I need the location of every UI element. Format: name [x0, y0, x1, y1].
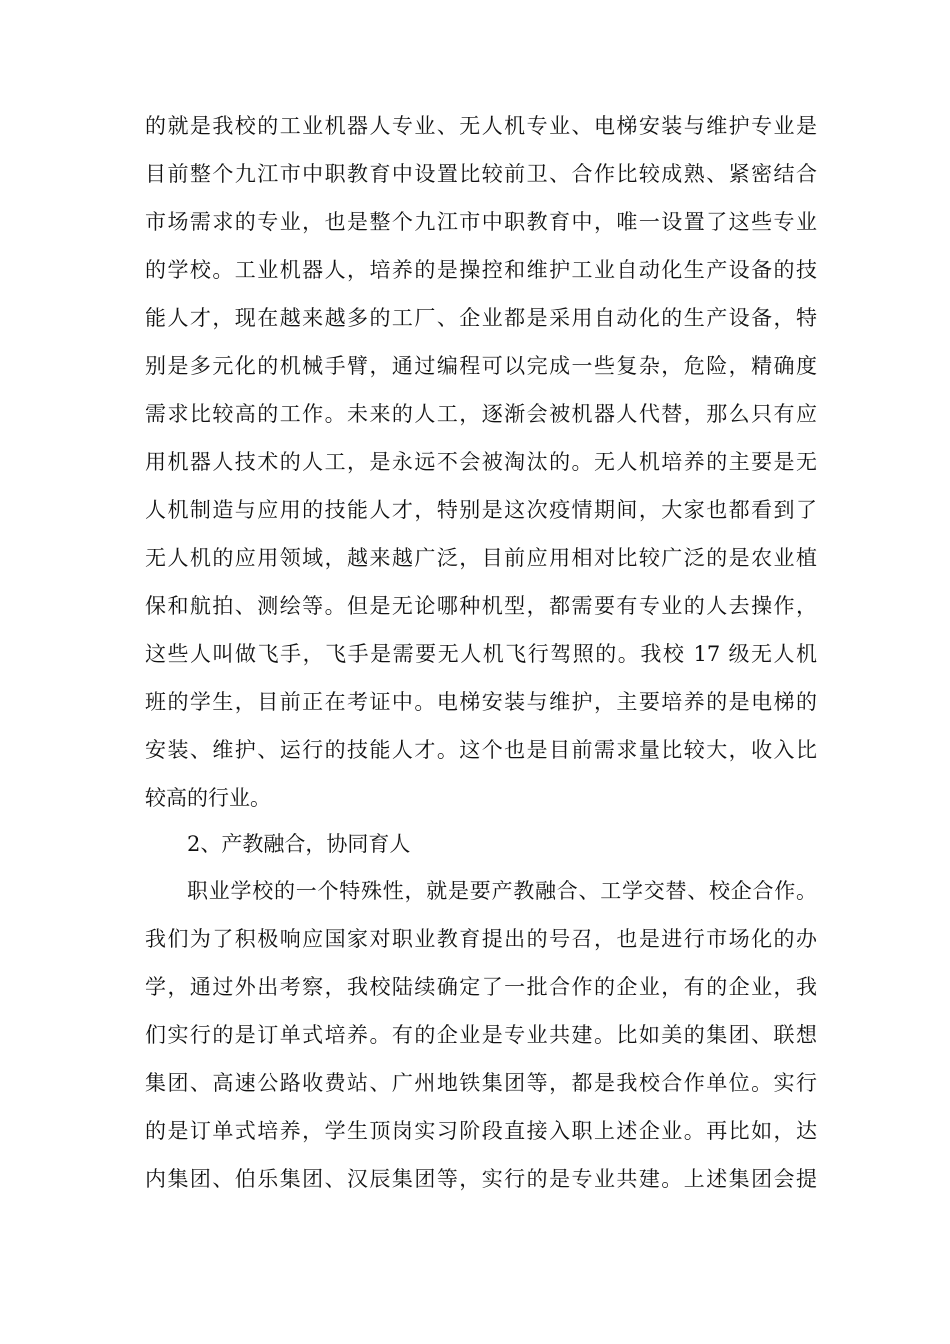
paragraph-2 [145, 867, 817, 1203]
paragraph-line: 人机制造与应用的技能人才，特别是这次疫情期间，大家也都看到了 [145, 498, 817, 522]
paragraph-line: 目前整个九江市中职教育中设置比较前卫、合作比较成熟、紧密结合 [145, 162, 817, 186]
paragraph-line: 的学校。工业机器人，培养的是操控和维护工业自动化生产设备的技 [145, 258, 817, 282]
section-heading: 2、产教融合，协同育人 [187, 832, 411, 856]
paragraph-line: 能人才，现在越来越多的工厂、企业都是采用自动化的生产设备，特 [145, 306, 817, 330]
paragraph-line: 较高的行业。 [145, 786, 271, 810]
paragraph-line: 需求比较高的工作。未来的人工，逐渐会被机器人代替，那么只有应 [145, 402, 817, 426]
paragraph-line: 的就是我校的工业机器人专业、无人机专业、电梯安装与维护专业是 [145, 114, 817, 138]
paragraph-line: 这些人叫做飞手，飞手是需要无人机飞行驾照的。我校 17 级无人机 [145, 642, 817, 666]
paragraph-line: 班的学生，目前正在考证中。电梯安装与维护，主要培养的是电梯的 [145, 690, 817, 714]
paragraph-line: 学，通过外出考察，我校陆续确定了一批合作的企业，有的企业，我 [145, 975, 817, 999]
paragraph-line: 市场需求的专业，也是整个九江市中职教育中，唯一设置了这些专业 [145, 210, 817, 234]
paragraph-line: 的是订单式培养，学生顶岗实习阶段直接入职上述企业。再比如，达 [145, 1119, 817, 1143]
paragraph-line: 保和航拍、测绘等。但是无论哪种机型，都需要有专业的人去操作， [145, 594, 817, 618]
paragraph-line: 别是多元化的机械手臂，通过编程可以完成一些复杂，危险，精确度 [145, 354, 817, 378]
paragraph-line: 内集团、伯乐集团、汉辰集团等，实行的是专业共建。上述集团会提 [145, 1167, 817, 1191]
paragraph-line: 安装、维护、运行的技能人才。这个也是目前需求量比较大，收入比 [145, 738, 817, 762]
paragraph-line: 无人机的应用领域，越来越广泛，目前应用相对比较广泛的是农业植 [145, 546, 817, 570]
paragraph-line: 用机器人技术的人工，是永远不会被淘汰的。无人机培养的主要是无 [145, 450, 817, 474]
paragraph-1 [145, 102, 817, 822]
paragraph-line: 职业学校的一个特殊性，就是要产教融合、工学交替、校企合作。 [187, 879, 817, 903]
paragraph-line: 集团、高速公路收费站、广州地铁集团等，都是我校合作单位。实行 [145, 1071, 817, 1095]
paragraph-line: 我们为了积极响应国家对职业教育提出的号召，也是进行市场化的办 [145, 927, 817, 951]
paragraph-line: 们实行的是订单式培养。有的企业是专业共建。比如美的集团、联想 [145, 1023, 817, 1047]
